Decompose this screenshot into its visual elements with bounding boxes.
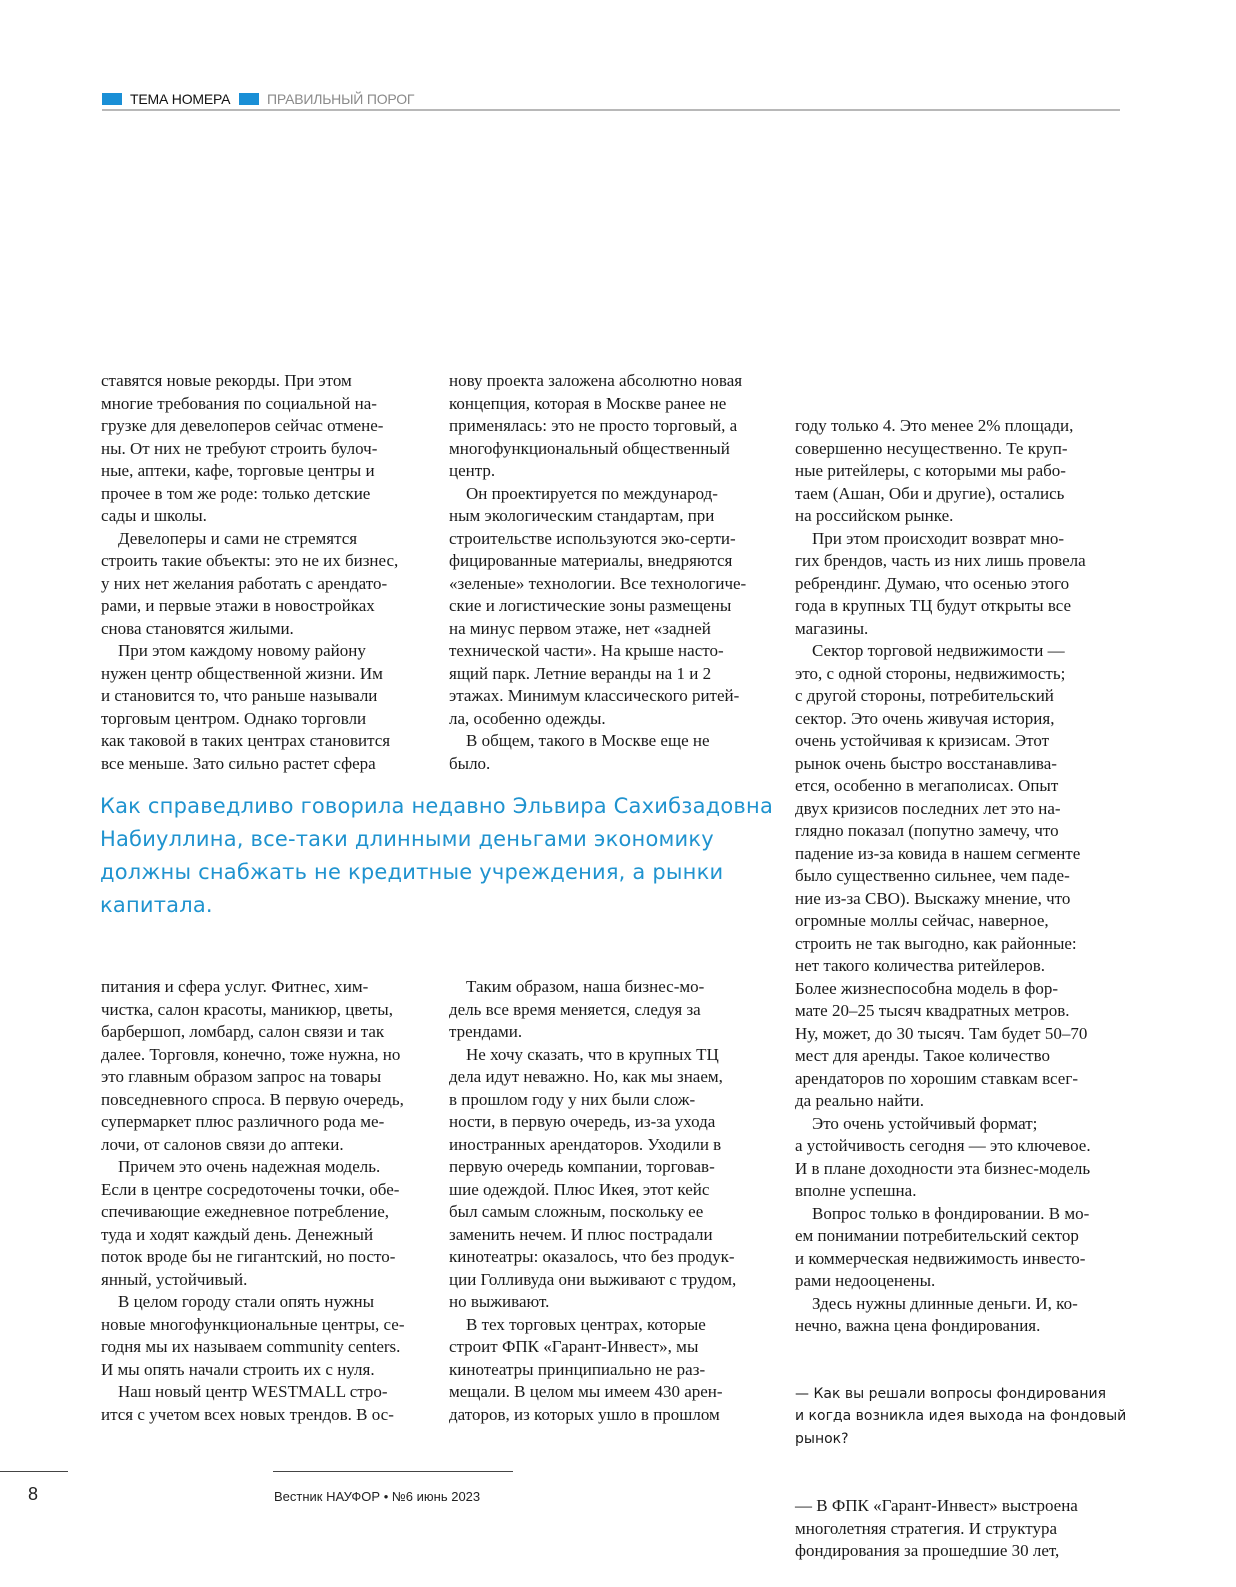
- column-upper-middle: нову проекта заложена абсолютно новая концепция, которая в Москве ранее не применялась: это не просто торговый, а многофункциональный общественный центр. Он проектируется по международ- ным экологическим стандартам, при строительстве используются эко-серти- фицированные материалы, внедряются «зеленые» технологии. Все технологиче- ские и логистические зоны размещены на минус первом этаже, нет «задней технической части». На крыше насто- ящий парк. Летние веранды на 1 и 2 этажах. Минимум классического ритей- ла, особенно одежды. В общем, такого в Москве еще не было.: [449, 371, 747, 773]
- header-rule: [102, 109, 1120, 111]
- page-header: [102, 89, 1120, 111]
- journal-issue: Вестник НАУФОР • №6 июнь 2023: [274, 1489, 481, 1504]
- page-number: 8: [28, 1484, 39, 1504]
- subsection-marker: [239, 93, 259, 105]
- pull-quote: Как справедливо говорила недавно Эльвира Сахибзадовна Набиуллина, все-таки длинными деньгами экономику должны снабжать не кредитные учреждения, а рынки капитала.: [100, 794, 774, 917]
- section-marker: [102, 93, 122, 105]
- footer-rule-right: [273, 1471, 513, 1472]
- column-right-text: году только 4. Это менее 2% площади, совершенно несущественно. Те круп- ные ритейлеры, с которыми мы рабо- таем (Ашан, Оби и другие), остались на российском рынке. При этом происходит возврат мно- гих брендов, часть из них лишь провела ребрендинг. Думаю, что осенью этого года в крупных ТЦ будут открыты все магазины. Сектор торговой недвижимости — это, с одной стороны, недвижимость; с другой стороны, потребительский сектор. Это очень живучая история, очень устойчивая к кризисам. Этот рынок очень быстро восстанавлива- ется, особенно в мегаполисах. Опыт двух кризисов последних лет это на- глядно показал (попутно замечу, что падение из-за ковида в нашем сегменте было существенно сильнее, чем паде- ние из-за СВО). Выскажу мнение, что огромные моллы сейчас, наверное, строить не так выгодно, как районные: нет такого количества ритейлеров. Более жизнеспособна модель в фор- мате 20–25 тысяч квадратных метров. Ну, может, до 30 тысяч. Там будет 50–70 мест для аренды. Такое количество арендаторов по хорошим ставкам всег- да реально найти. Это очень устойчивый формат; а устойчивость сегодня — это ключевое. И в плане доходности эта бизнес-модель вполне успешна. Вопрос только в фондировании. В мо- ем понимании потребительский сектор и коммерческая недвижимость инвесто- рами недооценены. Здесь нужны длинные деньги. И, ко- нечно, важна цена фондирования.: [795, 416, 1091, 1335]
- section-title: ТЕМА НОМЕРА: [130, 91, 231, 107]
- column-lower-left: питания и сфера услуг. Фитнес, хим- чистка, салон красоты, маникюр, цветы, барбершоп, ломбард, салон связи и так далее. Торговля, конечно, тоже нужна, но это главным образом запрос на товары повседневного спроса. В первую очередь, супермаркет плюс различного рода ме- лочи, от салонов связи до аптеки. Причем это очень надежная модель. Если в центре сосредоточены точки, обе- спечивающие ежедневное потребление, туда и ходят каждый день. Денежный поток вроде бы не гигантский, но посто- янный, устойчивый. В целом городу стали опять нужны новые многофункциональные центры, се- годня мы их называем community centers. И мы опять начали строить их с нуля. Наш новый центр WESTMALL стро- ится с учетом всех новых трендов. В ос-: [101, 977, 405, 1424]
- column-right: [795, 370, 1127, 1585]
- interview-question: — Как вы решали вопросы фондирования и когда возникла идея выхода на фондовый рынок?: [795, 1385, 1127, 1447]
- footer-rule-left: [0, 1471, 68, 1472]
- column-lower-middle: Таким образом, наша бизнес-мо- дель все время меняется, следуя за трендами. Не хочу сказать, что в крупных ТЦ дела идут неважно. Но, как мы знаем, в прошлом году у них были слож- ности, в первую очередь, из-за ухода иностранных арендаторов. Уходили в первую очередь компании, торговав- шие одеждой. Плюс Икея, этот кейс был самым сложным, поскольку ее заменить нечем. И плюс пострадали кинотеатры: оказалось, что без продук- ции Голливуда они выживают с трудом, но выживают. В тех торговых центрах, которые строит ФПК «Гарант-Инвест», мы кинотеатры принципиально не раз- мещали. В целом мы имеем 430 арен- даторов, из которых ушло в прошлом: [449, 977, 737, 1424]
- subsection-title: ПРАВИЛЬНЫЙ ПОРОГ: [267, 91, 415, 107]
- interview-answer: — В ФПК «Гарант-Инвест» выстроена многолетняя стратегия. И структура фондирования за прошедшие 30 лет,: [795, 1496, 1078, 1560]
- column-upper-left: ставятся новые рекорды. При этом многие требования по социальной на- грузке для девелоперов сейчас отмене- ны. От них не требуют строить булоч- ные, аптеки, кафе, торговые центры и прочее в том же роде: только детские сады и школы. Девелоперы и сами не стремятся строить такие объекты: это не их бизнес, у них нет желания работать с арендато- рами, и первые этажи в новостройках снова становятся жилыми. При этом каждому новому району нужен центр общественной жизни. Им и становится то, что раньше называли торговым центром. Однако торговли как таковой в таких центрах становится все меньше. Зато сильно растет сфера: [101, 371, 399, 773]
